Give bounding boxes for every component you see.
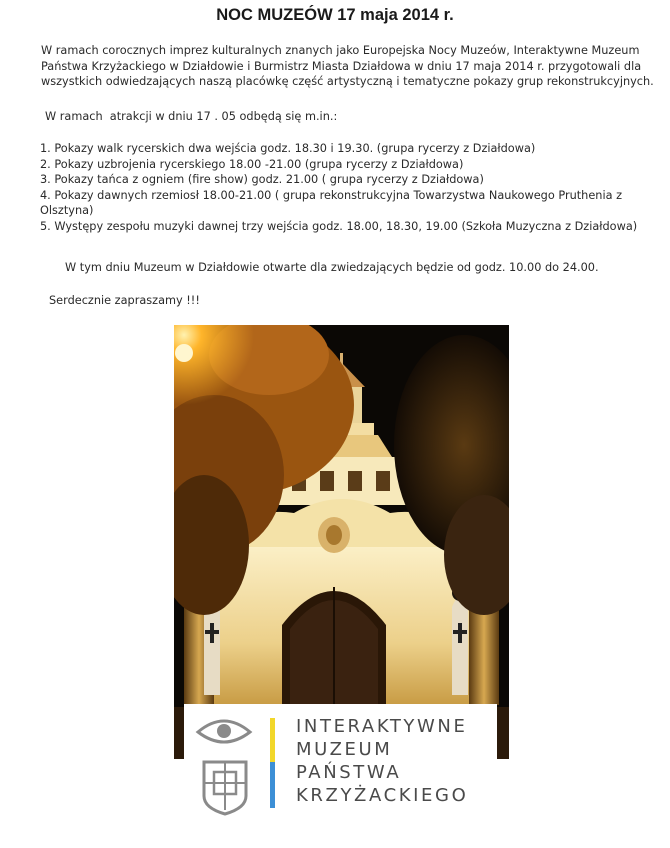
list-item: 2. Pokazy uzbrojenia rycerskiego 18.00 -21.00 (grupa rycerzy z Działdowa) — [40, 157, 464, 171]
list-item-continuation: Olsztyna) — [40, 204, 94, 217]
logo-line: KRZYŻACKIEGO — [296, 785, 469, 806]
logo-line: PAŃSTWA — [296, 762, 402, 783]
blue-stripe — [270, 762, 275, 808]
opening-hours-note: W tym dniu Muzeum w Działdowie otwarte dla zwiedzających będzie od godz. 10.00 do 24.00. — [65, 261, 599, 274]
page-title: NOC MUZEÓW 17 maja 2014 r. — [216, 6, 454, 24]
intro-line: wszystkich odwiedzających naszą placówkę część artystyczną i tematyczne pokazy grup rekonstrukcyjnych. — [41, 75, 654, 88]
closing-invitation: Serdecznie zapraszamy !!! — [49, 294, 200, 307]
intro-line: Państwa Krzyżackiego w Działdowie i Burmistrz Miasta Działdowa w dniu 17 maja 2014 r. przygotowali dla — [41, 59, 642, 73]
list-item: 1. Pokazy walk rycerskich dwa wejścia godz. 18.30 i 19.30. (grupa rycerzy z Działdowa) — [40, 142, 536, 155]
logo-line: MUZEUM — [296, 739, 393, 760]
list-item: 3. Pokazy tańca z ogniem (fire show) godz. 21.00 ( grupa rycerzy z Działdowa) — [40, 173, 484, 186]
street-lamp-icon — [175, 344, 193, 362]
list-item: 4. Pokazy dawnych rzemiosł 18.00-21.00 ( grupa rekonstrukcyjna Towarzystwa Naukowego Pruthenia z — [40, 188, 623, 202]
museum-logo — [184, 704, 497, 824]
yellow-stripe — [270, 718, 275, 762]
attractions-lead: W ramach atrakcji w dniu 17 . 05 odbędą się m.in.: — [45, 110, 338, 123]
lamp-glow — [174, 325, 374, 525]
logo-line: INTERAKTYWNE — [296, 716, 468, 737]
list-item: 5. Występy zespołu muzyki dawnej trzy wejścia godz. 18.00, 18.30, 19.00 (Szkoła Muzyczna z Działdowa) — [40, 219, 638, 233]
gate-night-photo — [174, 325, 509, 759]
intro-line: W ramach corocznych imprez kulturalnych znanych jako Europejska Nocy Muzeów, Interaktywne Muzeum — [41, 44, 640, 57]
intro-paragraph — [41, 43, 654, 90]
gate-illustration — [174, 325, 509, 759]
attractions-list — [40, 141, 637, 234]
